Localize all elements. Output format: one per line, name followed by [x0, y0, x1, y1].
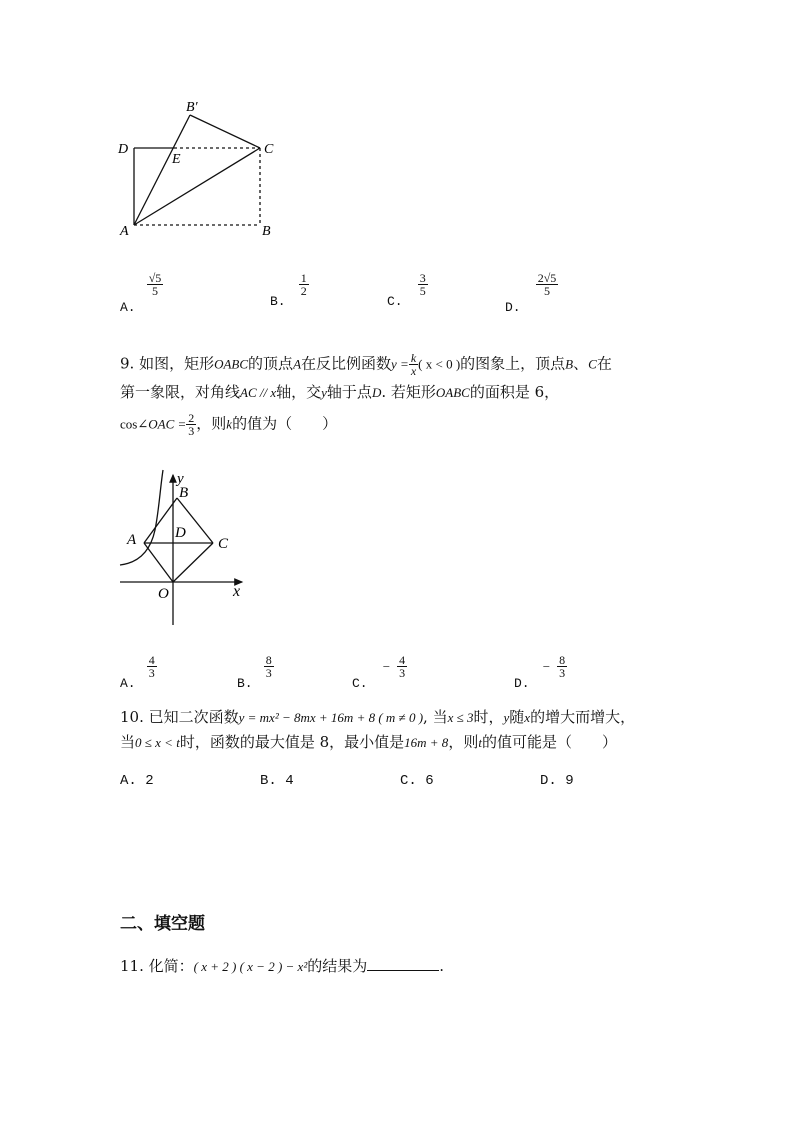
figure-q9-rectangle-hyperbola [115, 465, 255, 630]
q10-line-2: 当0 ≤ x < t时，函数的最大值是 8，最小值是16m + 8，则t的值可能是（ ） [120, 733, 617, 751]
q10-option-a[interactable]: A. 2 [120, 773, 154, 789]
label-c: C [264, 142, 274, 157]
q10-line-1: 10. 已知二次函数y = mx² − 8mx + 16m + 8 ( m ≠ 0 ), 当x ≤ 3时，y随x的增大而增大， [120, 708, 636, 726]
q9-line-3: cos∠OAC = $\frac{2}{3}$ ，则k的值为（ ） [120, 411, 338, 438]
option-letter: B. [270, 294, 286, 309]
option-letter: A. [120, 300, 136, 315]
q9-option-b[interactable]: $_{B.}$ $\frac{8}{3}$ [237, 653, 272, 691]
q10-option-d[interactable]: D. 9 [540, 773, 574, 789]
q10-option-c[interactable]: C. 6 [400, 773, 434, 789]
label-b-prime: B′ [186, 100, 198, 115]
label-d: D [175, 525, 186, 541]
option-letter: C. [387, 294, 403, 309]
option-fraction: $\frac{√5}{5}$ [148, 271, 162, 298]
q8-option-a[interactable] [120, 271, 163, 315]
label-c: C [218, 536, 229, 552]
label-b: B [262, 224, 271, 239]
q8-option-c[interactable] [387, 271, 428, 309]
q9-line-2: 第一象限，对角线AC // x轴，交y轴于点D. 若矩形OABC的面积是 6， [120, 383, 560, 401]
option-fraction: $\frac{3}{5}$ [419, 271, 426, 298]
segment-ab [144, 498, 177, 543]
q8-option-d[interactable] [505, 271, 558, 315]
option-fraction: $\frac{2√5}{5}$ [537, 271, 557, 298]
label-b: B [179, 485, 189, 501]
q11-line: 11. 化简：( x + 2 ) ( x − 2 ) − x²的结果为 . [120, 957, 445, 975]
figure-q8-rectangle-fold [110, 95, 300, 245]
label-o: O [158, 586, 169, 602]
segment-co [173, 543, 213, 582]
q9-line-1: 9. 如图，矩形OABC的顶点A在反比例函数y = $\frac{k}{x}$ ( x < 0 )的图象上，顶点B、C在 [120, 351, 612, 378]
q9-option-a[interactable]: $_{A.}$ $\frac{4}{3}$ [120, 653, 155, 691]
label-a: A [127, 532, 137, 548]
label-d: D [118, 142, 129, 157]
option-letter: D. [505, 300, 521, 315]
answer-blank[interactable] [367, 956, 439, 971]
label-a: A [120, 224, 129, 239]
option-fraction: $\frac{1}{2}$ [300, 271, 307, 298]
label-y: y [177, 471, 184, 487]
q10-option-b[interactable]: B. 4 [260, 773, 294, 789]
segment-oa [144, 543, 173, 582]
label-x: x [233, 583, 241, 600]
q9-option-c[interactable]: $_{C.}$ − $\frac{4}{3}$ [352, 653, 406, 691]
hyperbola-curve [120, 470, 163, 565]
label-e: E [172, 152, 181, 167]
segment-b-prime-c [190, 115, 260, 148]
q8-option-b[interactable] [270, 271, 309, 309]
section-title: 二、填空题 [120, 914, 205, 934]
q9-option-d[interactable]: $_{D.}$ − $\frac{8}{3}$ [514, 653, 566, 691]
